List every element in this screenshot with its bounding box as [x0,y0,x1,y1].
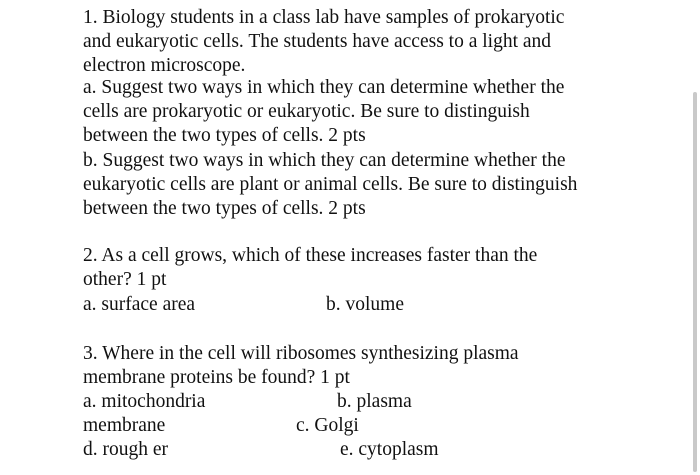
q1-line-5: cells are prokaryotic or eukaryotic. Be sure to distinguish [83,101,530,122]
q1-line-4: a. Suggest two ways in which they can determine whether the [83,77,565,98]
q3-option-d: d. rough er [83,439,169,460]
q1-line-9: between the two types of cells. 2 pts [83,198,366,219]
q2-option-b: b. volume [326,294,404,315]
vertical-scrollbar[interactable] [693,92,697,472]
q3-option-a: a. mitochondria [83,391,206,412]
q2-line-1: 2. As a cell grows, which of these increases faster than the [83,245,538,266]
q1-line-6: between the two types of cells. 2 pts [83,125,366,146]
q2-option-a: a. surface area [83,294,196,315]
q3-line-1: 3. Where in the cell will ribosomes synthesizing plasma [83,343,519,364]
q3-option-c: c. Golgi [296,415,359,436]
q1-line-2: and eukaryotic cells. The students have access to a light and [83,31,552,52]
q1-line-7: b. Suggest two ways in which they can determine whether the [83,150,566,171]
q1-line-8: eukaryotic cells are plant or animal cells. Be sure to distinguish [83,174,578,195]
q1-line-3: electron microscope. [83,55,246,76]
q3-option-b-continued: membrane [83,415,166,436]
q3-option-b: b. plasma [337,391,412,412]
q3-option-e: e. cytoplasm [340,439,439,460]
q1-line-1: 1. Biology students in a class lab have samples of prokaryotic [83,7,565,28]
q2-line-2: other? 1 pt [83,269,167,290]
q3-line-2: membrane proteins be found? 1 pt [83,367,350,388]
